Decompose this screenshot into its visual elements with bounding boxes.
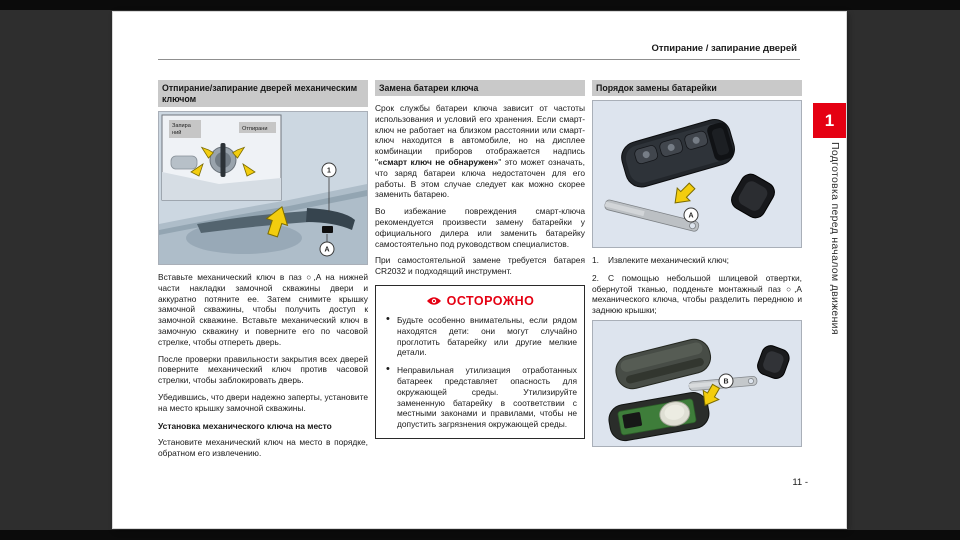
- caution-item: • Неправильная утилизация отработанных батареек представляет опасность для окружающей среды. Утилизируйте замененную батарейку в соответствии с местными законами и правилами, чтобы не допустить загрязнения окружающей среды.: [383, 365, 577, 430]
- section-title: Замена батареи ключа: [375, 80, 585, 96]
- running-header: Отпирание / запирание дверей: [651, 43, 797, 54]
- caution-item: • Будьте особенно внимательны, если рядом находятся дети: они могут случайно проглотить батарейку или другие мелкие детали.: [383, 315, 577, 358]
- paragraph: После проверки правильности закрытия всех дверей поверните механический ключ против часовой стрелки, чтобы заблокировать дверь.: [158, 353, 368, 386]
- label-lock-line2: ний: [172, 129, 182, 136]
- step-2: [592, 273, 802, 316]
- callout-a: A: [324, 246, 330, 254]
- callout-a: A: [688, 212, 694, 220]
- caution-eye-icon: [426, 296, 442, 306]
- paragraph: Вставьте механический ключ в паз ○,A на нижней части накладки замочной скважины двери и аккуратно потяните ее. Затем снимите крышку замочной скважины, чтобы получить доступ к замочной скважине. Вставьте механический ключ в замочную скважину и поверните его по часовой стрелке, чтобы отпереть дверь.: [158, 271, 368, 347]
- figure-key-fob-battery: [592, 320, 802, 447]
- caution-title-row: [383, 294, 577, 308]
- paragraph: Установите механический ключ на место в порядке, обратном его извлечению.: [158, 437, 368, 459]
- figure-door-handle: [158, 111, 368, 265]
- key-fob-open-illustration: [593, 101, 801, 247]
- paragraph: Во избежание повреждения смарт-ключа рекомендуется произвести замену батарейки у официального дилера или заменить батарейку самостоятельно под руководством специалистов.: [375, 206, 585, 249]
- caution-title: ОСТОРОЖНО: [446, 293, 535, 308]
- callout-b: B: [723, 378, 729, 386]
- door-handle-illustration: [159, 112, 367, 264]
- key-fob-battery-illustration: [593, 321, 801, 446]
- paragraph: Убедившись, что двери надежно заперты, установите на место крышку замочной скважины.: [158, 391, 368, 413]
- section-title: Отпирание/запирание дверей механическим ключом: [158, 80, 368, 107]
- label-unlock: Отпирани: [242, 125, 268, 132]
- column-unlock-mechanical-key: [158, 80, 368, 459]
- subheading-key-reinstall: Установка механического ключа на место: [158, 420, 332, 431]
- chapter-title-vertical: Подготовка перед началом движения: [829, 142, 841, 335]
- manual-page: [113, 12, 846, 528]
- paragraph: [375, 103, 585, 200]
- step-text: Извлеките механический ключ;: [608, 254, 730, 265]
- section-title: Порядок замены батарейки: [592, 80, 802, 96]
- header-rule: [158, 59, 800, 60]
- chapter-number: 1: [824, 110, 835, 130]
- columns: [158, 80, 802, 459]
- lock-cylinder-inset: [162, 115, 281, 200]
- step-number: 2.: [592, 272, 599, 283]
- column-battery-replacement: [375, 80, 585, 459]
- callout-1: 1: [327, 167, 331, 175]
- step-1: [592, 255, 802, 266]
- smart-key-not-found-phrase: «смарт ключ не обнаружен»: [377, 156, 499, 167]
- chapter-tab: [813, 103, 846, 138]
- letterbox-top: [0, 0, 960, 10]
- column-battery-procedure: [592, 80, 802, 459]
- paragraph: При самостоятельной замене требуется батарея CR2032 и подходящий инструмент.: [375, 255, 585, 277]
- caution-box: [375, 285, 585, 439]
- letterbox-bottom: [0, 530, 960, 540]
- label-lock-line1: Запира: [172, 122, 191, 129]
- figure-key-fob-open: [592, 100, 802, 248]
- paragraph-text: Срок службы батареи ключа зависит от частоты использования и условий его хранения. Если смарт-ключ не работает на близком расстоянии или смарт-ключ находится в автомобиле, но на дисплее комбинации приборов отображается надпись ": [375, 102, 585, 167]
- paragraph-text: " это может означать, что заряд батареи ключа недостаточен для его работы. В этом случае следует как можно скорее заменить батарею.: [375, 156, 585, 200]
- page-number: 11 -: [792, 477, 808, 488]
- caution-list: [383, 315, 577, 430]
- step-text: С помощью небольшой шлицевой отвертки, обернутой тканью, подденьте монтажный паз ○,A механического ключа, чтобы разделить переднюю и заднюю крышки;: [592, 272, 802, 316]
- step-number: 1.: [592, 254, 599, 265]
